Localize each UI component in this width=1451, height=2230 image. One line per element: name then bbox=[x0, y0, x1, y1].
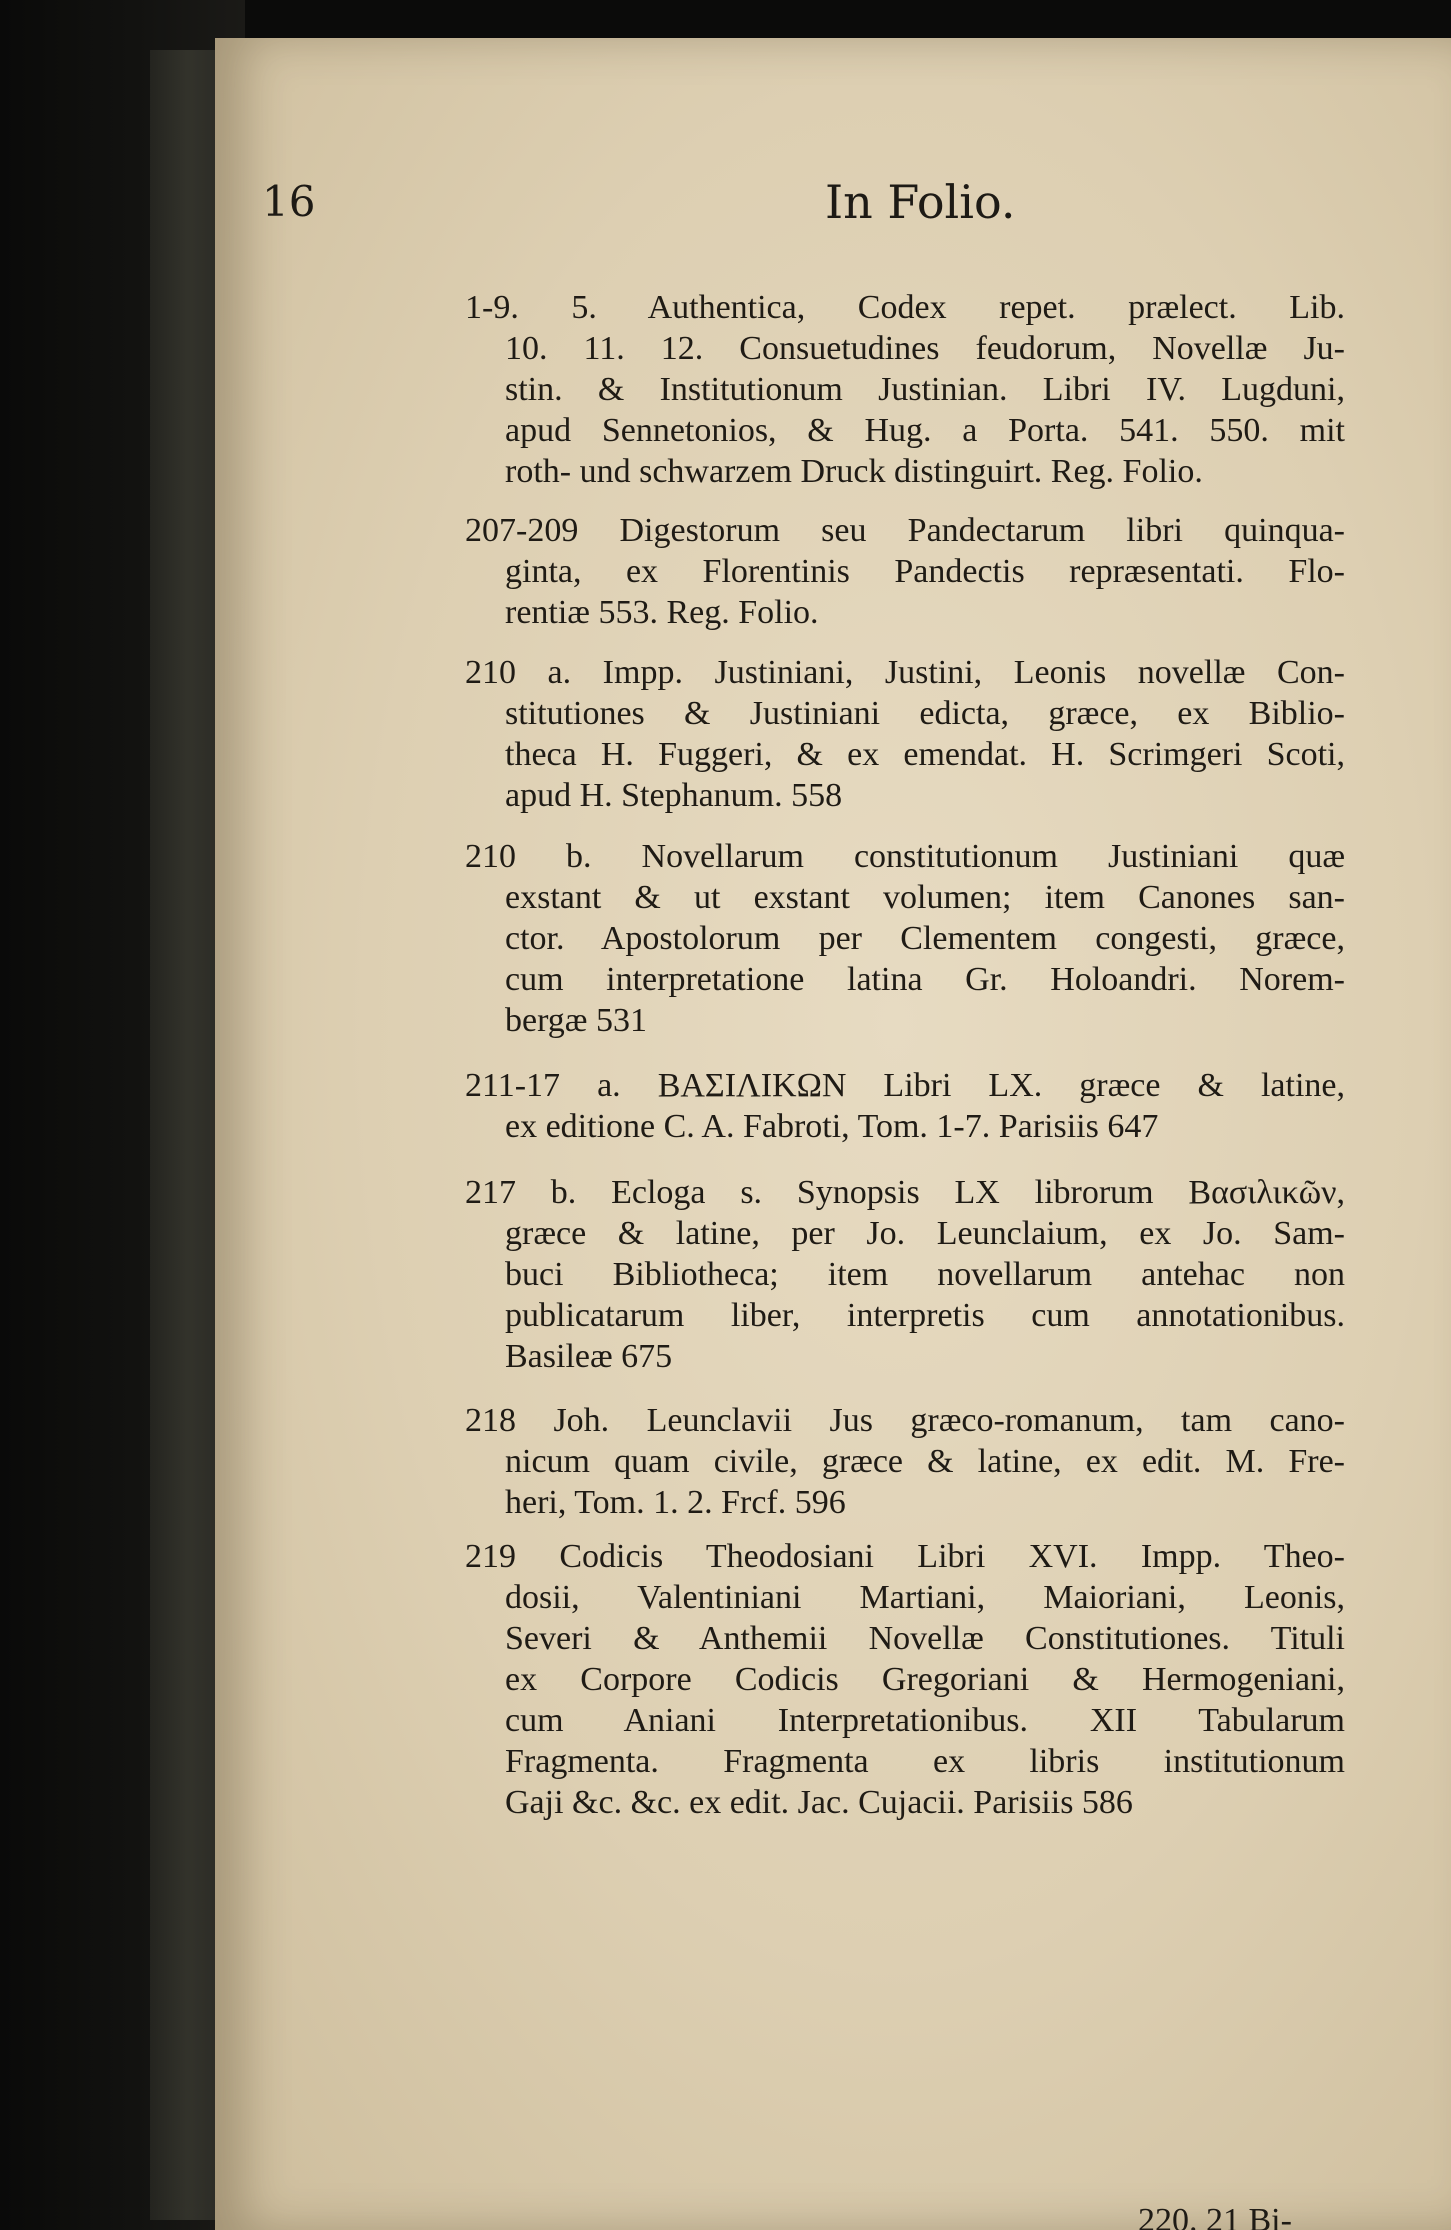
entry-line: 210 b. Novellarum constitutionum Justiniani quæ bbox=[465, 838, 1345, 875]
entry-line: apud Sennetonios, & Hug. a Porta. 541. 550. mit bbox=[505, 412, 1345, 449]
entry-line: 1-9. 5. Authentica, Codex repet. prælect. Lib. bbox=[465, 289, 1345, 326]
page-number: 16 bbox=[262, 177, 316, 226]
entry-line: Basileæ 675 bbox=[505, 1338, 673, 1375]
entry-line: cum Aniani Interpretationibus. XII Tabularum bbox=[505, 1702, 1345, 1739]
catalog-entry bbox=[465, 510, 1345, 633]
entry-line: roth- und schwarzem Druck distinguirt. Reg. Folio. bbox=[505, 453, 1203, 490]
catalog-entry bbox=[465, 287, 1345, 492]
entry-line: 219 Codicis Theodosiani Libri XVI. Impp. Theo- bbox=[465, 1538, 1345, 1575]
entry-line: 207-209 Digestorum seu Pandectarum libri quinqua- bbox=[465, 512, 1345, 549]
catchword: 220. 21 Bi- bbox=[1138, 2202, 1292, 2230]
entry-line: ginta, ex Florentinis Pandectis repræsentati. Flo- bbox=[505, 553, 1345, 590]
entry-line: heri, Tom. 1. 2. Frcf. 596 bbox=[505, 1484, 846, 1521]
entry-line: theca H. Fuggeri, & ex emendat. H. Scrimgeri Scoti, bbox=[505, 736, 1345, 773]
entry-line: ctor. Apostolorum per Clementem congesti, græce, bbox=[505, 920, 1345, 957]
entry-line: Severi & Anthemii Novellæ Constitutiones. Tituli bbox=[505, 1620, 1345, 1657]
catalog-entry bbox=[465, 836, 1345, 1041]
entry-line: publicatarum liber, interpretis cum annotationibus. bbox=[505, 1297, 1345, 1334]
catalog-entry bbox=[465, 1065, 1345, 1147]
catalog-entry bbox=[465, 1400, 1345, 1523]
entry-line: buci Bibliotheca; item novellarum antehac non bbox=[505, 1256, 1345, 1293]
entry-line: stin. & Institutionum Justinian. Libri IV. Lugduni, bbox=[505, 371, 1345, 408]
entry-line: apud H. Stephanum. 558 bbox=[505, 777, 843, 814]
entry-line: stitutiones & Justiniani edicta, græce, ex Biblio- bbox=[505, 695, 1345, 732]
entry-line: Fragmenta. Fragmenta ex libris institutionum bbox=[505, 1743, 1345, 1780]
entry-line: 10. 11. 12. Consuetudines feudorum, Novellæ Ju- bbox=[505, 330, 1345, 367]
entry-line: 211-17 a. ΒΑΣΙΛΙΚΩΝ Libri LX. græce & latine, bbox=[465, 1067, 1345, 1104]
entry-line: 210 a. Impp. Justiniani, Justini, Leonis novellæ Con- bbox=[465, 654, 1345, 691]
entry-line: nicum quam civile, græce & latine, ex edit. M. Fre- bbox=[505, 1443, 1345, 1480]
entry-line: cum interpretatione latina Gr. Holoandri. Norem- bbox=[505, 961, 1345, 998]
running-head: In Folio. bbox=[825, 175, 1016, 229]
entry-line: dosii, Valentiniani Martiani, Maioriani, Leonis, bbox=[505, 1579, 1345, 1616]
entry-line: 218 Joh. Leunclavii Jus græco-romanum, tam cano- bbox=[465, 1402, 1345, 1439]
catalog-entry bbox=[465, 652, 1345, 816]
entry-line: 217 b. Ecloga s. Synopsis LX librorum Βασιλικῶν, bbox=[465, 1174, 1345, 1211]
catalog-entry bbox=[465, 1536, 1345, 1823]
entry-line: ex Corpore Codicis Gregoriani & Hermogeniani, bbox=[505, 1661, 1345, 1698]
entry-line: græce & latine, per Jo. Leunclaium, ex Jo. Sam- bbox=[505, 1215, 1345, 1252]
entry-line: Gaji &c. &c. ex edit. Jac. Cujacii. Parisiis 586 bbox=[505, 1784, 1133, 1821]
entry-line: bergæ 531 bbox=[505, 1002, 647, 1039]
entry-line: rentiæ 553. Reg. Folio. bbox=[505, 594, 819, 631]
catalog-entry bbox=[465, 1172, 1345, 1377]
entry-line: exstant & ut exstant volumen; item Canones san- bbox=[505, 879, 1345, 916]
entry-line: ex editione C. A. Fabroti, Tom. 1-7. Parisiis 647 bbox=[505, 1108, 1159, 1145]
